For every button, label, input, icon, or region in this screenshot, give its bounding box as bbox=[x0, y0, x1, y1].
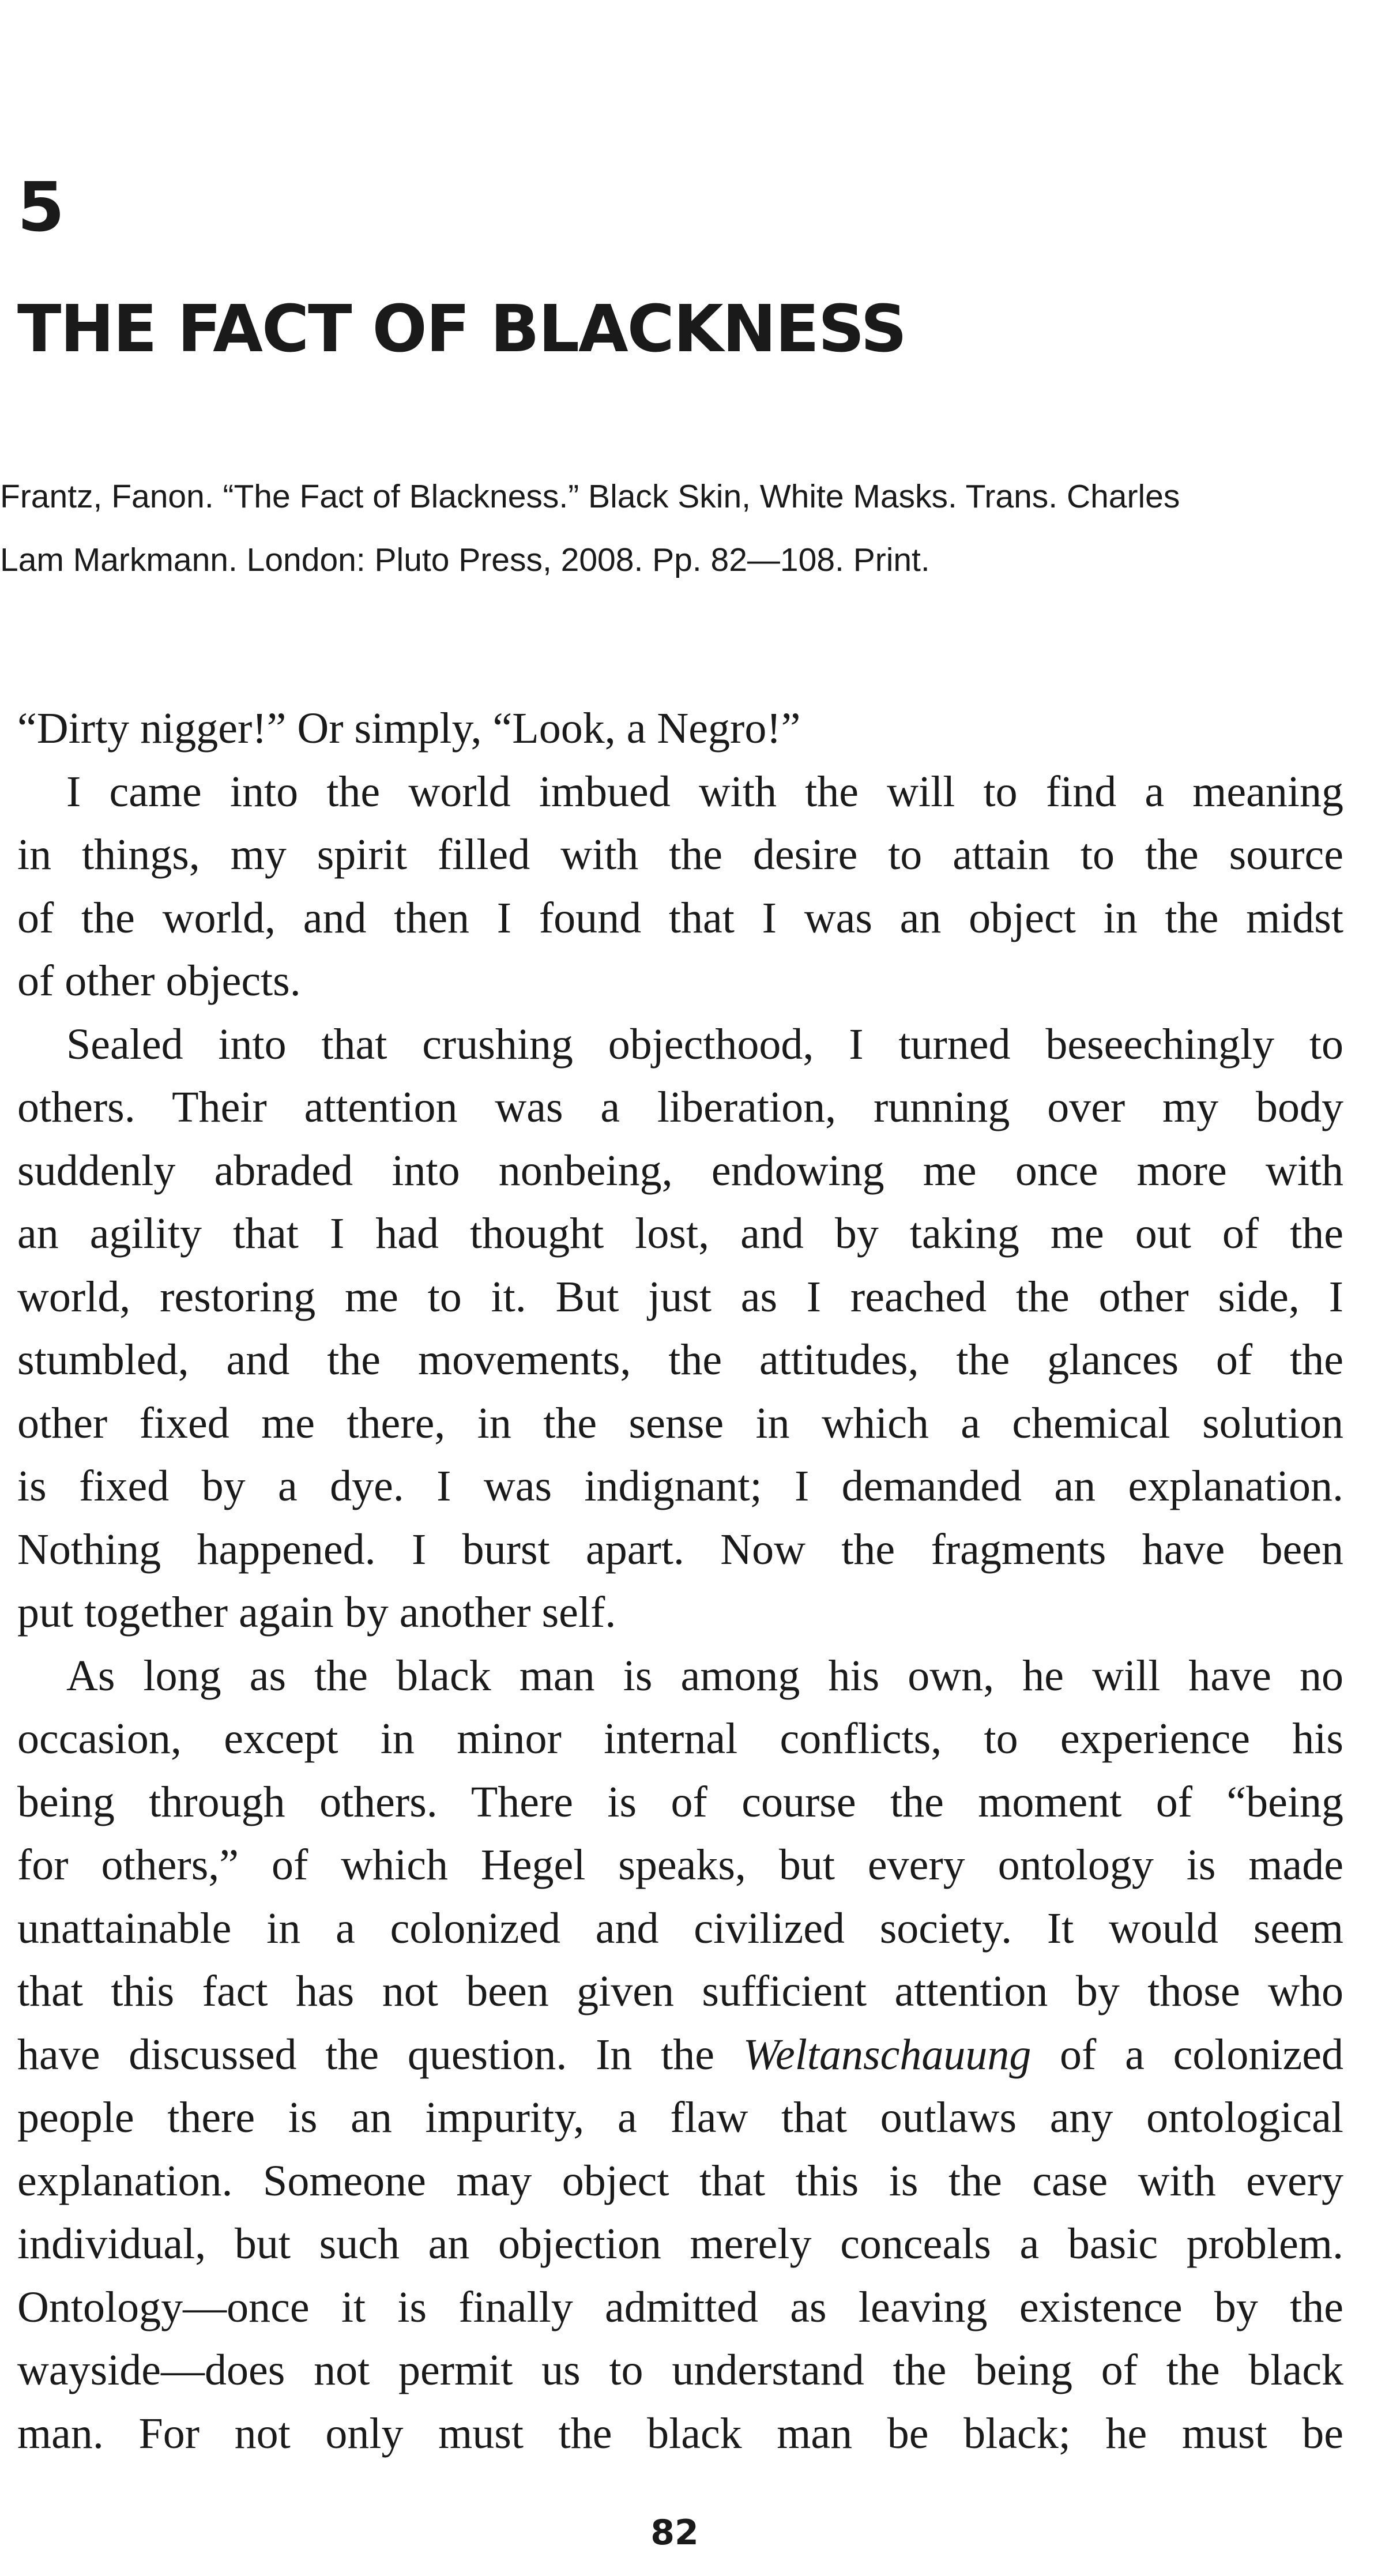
citation-line: Frantz, Fanon. “The Fact of Blackness.” Black Skin, White Masks. Trans. Charles bbox=[0, 478, 1180, 515]
body-line: of other objects. bbox=[17, 957, 301, 1005]
body-line-end: of a colonized bbox=[1031, 2030, 1343, 2079]
body-line: stumbled, and the movements, the attitudes, the glances of the bbox=[17, 1336, 1343, 1384]
body-line: an agility that I had thought lost, and by taking me out of the bbox=[17, 1209, 1343, 1258]
body-line: As long as the black man is among his own, he will have no bbox=[66, 1651, 1343, 1700]
body-line: people there is an impurity, a flaw that outlaws any ontological bbox=[17, 2093, 1343, 2142]
body-line: Nothing happened. I burst apart. Now the fragments have been bbox=[17, 1525, 1343, 1574]
body-line: I came into the world imbued with the will to find a meaning bbox=[66, 767, 1343, 816]
body-line: wayside—does not permit us to understand the being of the black bbox=[17, 2346, 1343, 2394]
body-line: other fixed me there, in the sense in which a chemical solution bbox=[17, 1398, 1343, 1447]
body-line bbox=[17, 2024, 1343, 2087]
chapter-number: 5 bbox=[17, 167, 65, 247]
body-line: in things, my spirit filled with the desire to attain to the source bbox=[17, 830, 1343, 879]
body-line: unattainable in a colonized and civilized society. It would seem bbox=[17, 1904, 1343, 1953]
body-line: “Dirty nigger!” Or simply, “Look, a Negro!” bbox=[17, 704, 801, 753]
body-line: explanation. Someone may object that this is the case with every bbox=[17, 2156, 1343, 2205]
body-line: individual, but such an objection merely conceals a basic problem. bbox=[17, 2220, 1343, 2268]
citation bbox=[0, 465, 1384, 592]
body-line: being through others. There is of course the moment of “being bbox=[17, 1777, 1343, 1826]
body-line-start: have discussed the question. In the bbox=[17, 2030, 743, 2079]
body-line: occasion, except in minor internal conflicts, to experience his bbox=[17, 1714, 1343, 1763]
body-line: Ontology—once it is finally admitted as leaving existence by the bbox=[17, 2282, 1343, 2331]
page-number: 82 bbox=[650, 2513, 699, 2553]
body-line: suddenly abraded into nonbeing, endowing me once more with bbox=[17, 1146, 1343, 1195]
body-line: world, restoring me to it. But just as I reached the other side, I bbox=[17, 1272, 1343, 1321]
citation-line: Lam Markmann. London: Pluto Press, 2008. Pp. 82—108. Print. bbox=[0, 541, 930, 578]
body-line: for others,” of which Hegel speaks, but every ontology is made bbox=[17, 1841, 1343, 1889]
italic-term: Weltanschauung bbox=[743, 2030, 1032, 2079]
body-line: Sealed into that crushing objecthood, I turned beseechingly to bbox=[66, 1020, 1343, 1069]
body-line: others. Their attention was a liberation, running over my body bbox=[17, 1083, 1343, 1131]
body-line: put together again by another self. bbox=[17, 1588, 616, 1637]
body-line: that this fact has not been given sufficient attention by those who bbox=[17, 1967, 1343, 2015]
chapter-title: THE FACT OF BLACKNESS bbox=[17, 292, 906, 367]
body-text bbox=[17, 697, 1343, 2465]
body-line: man. For not only must the black man be black; he must be bbox=[17, 2409, 1343, 2458]
body-line: is fixed by a dye. I was indignant; I demanded an explanation. bbox=[17, 1462, 1343, 1510]
body-line: of the world, and then I found that I was an object in the midst bbox=[17, 893, 1343, 942]
